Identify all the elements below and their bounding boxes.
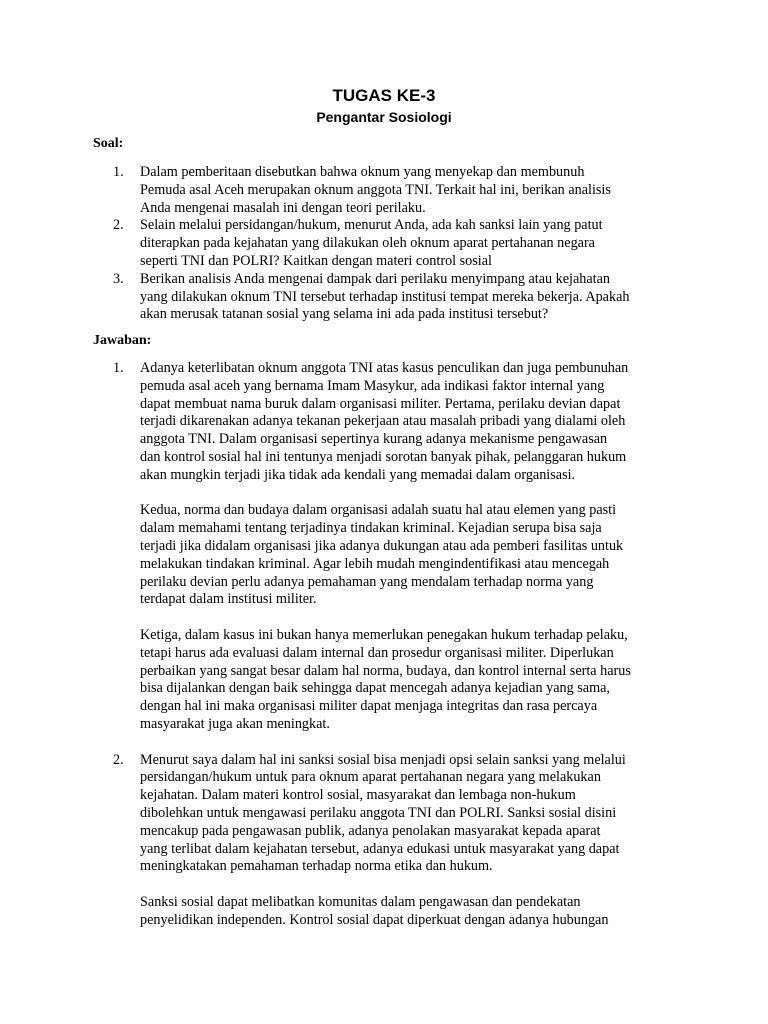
jawaban-list xyxy=(113,360,673,930)
soal-item-line: akan merusak tatanan sosial yang selama ini ada pada institusi tersebut? xyxy=(140,306,549,323)
soal-heading: Soal: xyxy=(93,136,124,151)
jawaban-paragraph-line: masyarakat juga akan meningkat. xyxy=(140,715,330,732)
soal-item-number: 1. xyxy=(113,164,124,180)
soal-item-line: yang dilakukan oknum TNI tersebut terhadap institusi tempat mereka bekerja. Apakah xyxy=(140,288,630,305)
jawaban-paragraph xyxy=(140,360,673,485)
jawaban-paragraph-line: mencakup pada pengawasan publik, adanya penolakan masyarakat kepada aparat xyxy=(140,822,601,839)
soal-item-line: diterapkan pada kejahatan yang dilakukan oleh oknum aparat pertahanan negara xyxy=(140,235,595,252)
document-title: TUGAS KE-3 xyxy=(332,86,436,105)
jawaban-paragraph-line: Kedua, norma dan budaya dalam organisasi adalah suatu hal atau elemen yang pasti xyxy=(140,502,617,519)
soal-item-line: Pemuda asal Aceh merupakan oknum anggota TNI. Terkait hal ini, berikan analisis xyxy=(140,181,611,198)
jawaban-paragraph-line: Sanksi sosial dapat melibatkan komunitas dalam pengawasan dan pendekatan xyxy=(140,893,581,910)
soal-item-text xyxy=(140,271,673,324)
jawaban-paragraph-line: melakukan tindakan kriminal. Agar lebih mudah mengindentifikasi atau mencegah xyxy=(140,555,610,572)
soal-item-line: Dalam pemberitaan disebutkan bahwa oknum yang menyekap dan membunuh xyxy=(140,164,585,180)
jawaban-paragraph-line: akan mungkin terjadi jika tidak ada kendali yang memadai dalam organisasi. xyxy=(140,466,576,483)
jawaban-paragraph-line: meningkatakan pemahaman terhadap norma etika dan hukum. xyxy=(140,858,493,875)
jawaban-item xyxy=(113,360,673,734)
jawaban-item-number: 2. xyxy=(113,751,124,768)
soal-item-text xyxy=(140,217,673,270)
soal-list xyxy=(113,164,673,324)
jawaban-paragraph-line: bisa dijalankan dengan baik sehingga dapat mencegah adanya kejadian yang sama, xyxy=(140,680,610,697)
jawaban-paragraph-line: perilaku devian perlu adanya pemahaman yang mendalam terhadap norma yang xyxy=(140,573,594,590)
soal-item xyxy=(113,164,673,217)
soal-item-line: Selain melalui persidangan/hukum, menurut Anda, ada kah sanksi lain yang patut xyxy=(140,217,603,234)
soal-item-number: 2. xyxy=(113,217,124,234)
jawaban-paragraph-line: tetapi harus ada evaluasi dalam internal dan prosedur organisasi militer. Diperlukan xyxy=(140,644,614,661)
jawaban-paragraph-line: penyelidikan independen. Kontrol sosial dapat diperkuat dengan adanya hubungan xyxy=(140,911,609,928)
jawaban-paragraph-line: terjadi jika didalam organisasi jika adanya dukungan atau ada pemberi fasilitas untuk xyxy=(140,537,624,554)
soal-item-text xyxy=(140,164,673,217)
jawaban-item xyxy=(113,752,673,930)
soal-item-number: 3. xyxy=(113,270,124,287)
jawaban-heading: Jawaban: xyxy=(93,333,152,348)
jawaban-paragraph-line: Adanya keterlibatan oknum anggota TNI atas kasus penculikan dan juga pembunuhan xyxy=(140,360,629,376)
soal-item xyxy=(113,217,673,270)
jawaban-item-number: 1. xyxy=(113,360,124,376)
soal-item xyxy=(113,271,673,324)
jawaban-paragraph xyxy=(140,894,673,930)
jawaban-paragraph-line: yang terlibat dalam kejahatan tersebut, adanya edukasi untuk masyarakat yang dapat xyxy=(140,840,620,857)
jawaban-paragraph-line: anggota TNI. Dalam organisasi sepertinya kurang adanya mekanisme pengawasan xyxy=(140,431,608,448)
soal-item-line: Anda mengenai masalah ini dengan teori perilaku. xyxy=(140,199,426,216)
jawaban-paragraph-line: perbaikan yang sangat besar dalam hal norma, budaya, dan kontrol internal serta harus xyxy=(140,662,631,679)
jawaban-paragraph-line: terdapat dalam institusi militer. xyxy=(140,591,317,608)
soal-item-line: seperti TNI dan POLRI? Kaitkan dengan materi control sosial xyxy=(140,252,492,269)
jawaban-paragraph xyxy=(140,752,673,877)
jawaban-paragraph-line: Ketiga, dalam kasus ini bukan hanya memerlukan penegakan hukum terhadap pelaku, xyxy=(140,626,628,643)
jawaban-paragraph-line: dalam memahami tentang terjadinya tindakan kriminal. Kejadian serupa bisa saja xyxy=(140,520,602,537)
jawaban-paragraph xyxy=(140,502,673,609)
jawaban-paragraph-line: dan kontrol sosial hal ini tentunya menjadi sorotan banyak pihak, pelanggaran hukum xyxy=(140,448,627,465)
jawaban-paragraph-line: pemuda asal aceh yang bernama Imam Masykur, ada indikasi faktor internal yang xyxy=(140,377,605,394)
soal-item-line: Berikan analisis Anda mengenai dampak dari perilaku menyimpang atau kejahatan xyxy=(140,270,610,287)
document-subtitle: Pengantar Sosiologi xyxy=(316,109,452,125)
jawaban-paragraph-line: dapat membuat nama buruk dalam organisasi militer. Pertama, perilaku devian dapat xyxy=(140,395,621,412)
jawaban-paragraph xyxy=(140,627,673,734)
jawaban-paragraph-line: terjadi dikarenakan adanya tekanan pekerjaan atau masalah pribadi yang dialami oleh xyxy=(140,413,626,430)
jawaban-paragraph-line: Menurut saya dalam hal ini sanksi sosial bisa menjadi opsi selain sanksi yang melalui xyxy=(140,751,626,768)
jawaban-paragraph-line: dengan hal ini maka organisasi militer dapat menjaga integritas dan rasa percaya xyxy=(140,698,598,715)
jawaban-paragraph-line: persidangan/hukum untuk para oknum aparat pertahanan negara yang melakukan xyxy=(140,769,601,786)
jawaban-paragraph-line: dibolehkan untuk mengawasi perilaku anggota TNI dan POLRI. Sanksi sosial disini xyxy=(140,804,617,821)
jawaban-paragraph-line: kejahatan. Dalam materi kontrol sosial, masyarakat dan lembaga non-hukum xyxy=(140,787,576,804)
